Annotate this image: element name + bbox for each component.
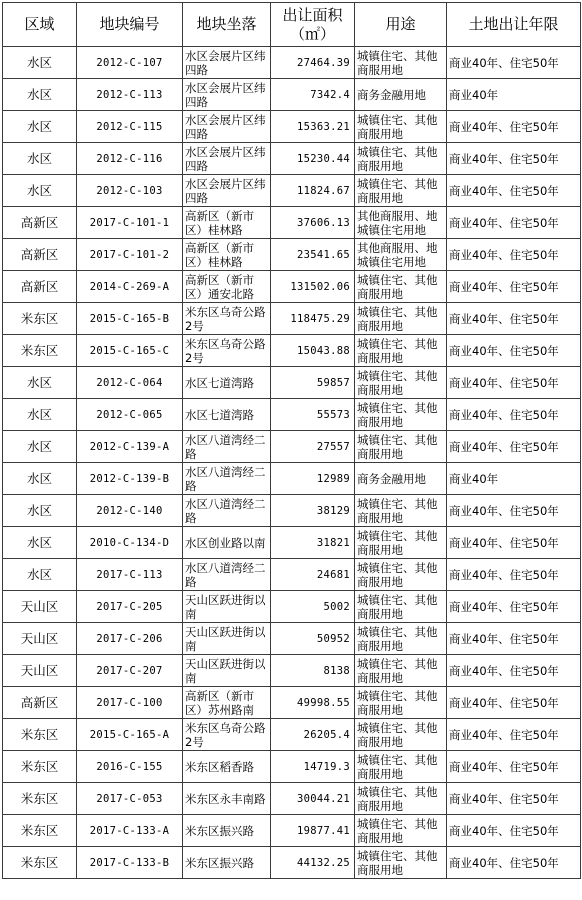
cell-location: 水区会展片区纬四路 [183,79,271,111]
cell-plot-code: 2012-C-139-A [77,431,183,463]
cell-use: 城镇住宅、其他商服用地 [355,687,447,719]
cell-location: 米东区稻香路 [183,751,271,783]
header-use: 用途 [355,3,447,47]
cell-plot-code: 2012-C-064 [77,367,183,399]
cell-district: 米东区 [3,335,77,367]
cell-term: 商业40年、住宅50年 [447,559,581,591]
table-row [3,47,581,79]
cell-plot-code: 2012-C-140 [77,495,183,527]
cell-plot-code: 2016-C-155 [77,751,183,783]
cell-term: 商业40年、住宅50年 [447,751,581,783]
cell-district: 水区 [3,399,77,431]
cell-area: 59857 [271,367,355,399]
cell-term: 商业40年、住宅50年 [447,591,581,623]
table-row [3,719,581,751]
cell-district: 米东区 [3,815,77,847]
cell-location: 水区创业路以南 [183,527,271,559]
table-row [3,463,581,495]
table-row [3,815,581,847]
cell-term: 商业40年、住宅50年 [447,783,581,815]
cell-area: 50952 [271,623,355,655]
cell-use: 城镇住宅、其他商服用地 [355,47,447,79]
cell-location: 高新区（新市区）通安北路 [183,271,271,303]
cell-use: 商务金融用地 [355,463,447,495]
cell-use: 城镇住宅、其他商服用地 [355,335,447,367]
cell-plot-code: 2017-C-100 [77,687,183,719]
cell-use: 城镇住宅、其他商服用地 [355,495,447,527]
cell-use: 城镇住宅、其他商服用地 [355,751,447,783]
cell-plot-code: 2017-C-206 [77,623,183,655]
cell-district: 米东区 [3,783,77,815]
land-transfer-table [2,2,581,879]
cell-district: 高新区 [3,239,77,271]
cell-district: 水区 [3,143,77,175]
cell-district: 米东区 [3,847,77,879]
cell-district: 天山区 [3,655,77,687]
cell-term: 商业40年、住宅50年 [447,143,581,175]
cell-term: 商业40年、住宅50年 [447,271,581,303]
cell-term: 商业40年、住宅50年 [447,335,581,367]
cell-plot-code: 2012-C-116 [77,143,183,175]
cell-area: 5002 [271,591,355,623]
cell-location: 米东区振兴路 [183,847,271,879]
table-row [3,655,581,687]
cell-district: 高新区 [3,687,77,719]
cell-term: 商业40年、住宅50年 [447,111,581,143]
table-row [3,559,581,591]
table-row [3,335,581,367]
cell-term: 商业40年 [447,463,581,495]
header-row [3,3,581,47]
header-district: 区域 [3,3,77,47]
cell-location: 高新区（新市区）桂林路 [183,239,271,271]
cell-area: 31821 [271,527,355,559]
cell-use: 城镇住宅、其他商服用地 [355,271,447,303]
cell-location: 水区七道湾路 [183,399,271,431]
cell-use: 城镇住宅、其他商服用地 [355,655,447,687]
cell-district: 水区 [3,463,77,495]
cell-district: 米东区 [3,751,77,783]
cell-district: 米东区 [3,719,77,751]
table-row [3,175,581,207]
table-row [3,303,581,335]
cell-area: 14719.3 [271,751,355,783]
table-row [3,591,581,623]
table-body [3,47,581,879]
cell-location: 水区会展片区纬四路 [183,143,271,175]
header-area: 出让面积（㎡） [271,3,355,47]
cell-plot-code: 2012-C-103 [77,175,183,207]
cell-location: 水区八道湾经二路 [183,431,271,463]
cell-location: 天山区跃进街以南 [183,623,271,655]
cell-term: 商业40年、住宅50年 [447,687,581,719]
cell-term: 商业40年、住宅50年 [447,303,581,335]
table-row [3,367,581,399]
cell-plot-code: 2012-C-113 [77,79,183,111]
cell-location: 天山区跃进街以南 [183,591,271,623]
cell-district: 水区 [3,175,77,207]
table-row [3,143,581,175]
cell-use: 城镇住宅、其他商服用地 [355,623,447,655]
cell-plot-code: 2010-C-134-D [77,527,183,559]
cell-plot-code: 2015-C-165-A [77,719,183,751]
cell-district: 天山区 [3,591,77,623]
table-row [3,431,581,463]
cell-plot-code: 2012-C-107 [77,47,183,79]
cell-location: 米东区永丰南路 [183,783,271,815]
table-row [3,623,581,655]
cell-plot-code: 2017-C-101-1 [77,207,183,239]
cell-area: 118475.29 [271,303,355,335]
table-row [3,527,581,559]
cell-location: 水区八道湾经二路 [183,495,271,527]
table-row [3,79,581,111]
cell-location: 水区八道湾经二路 [183,463,271,495]
cell-district: 高新区 [3,207,77,239]
cell-area: 27464.39 [271,47,355,79]
cell-term: 商业40年、住宅50年 [447,47,581,79]
cell-area: 15363.21 [271,111,355,143]
cell-use: 城镇住宅、其他商服用地 [355,783,447,815]
cell-location: 高新区（新市区）苏州路南 [183,687,271,719]
cell-plot-code: 2012-C-139-B [77,463,183,495]
cell-term: 商业40年、住宅50年 [447,815,581,847]
table-row [3,847,581,879]
cell-district: 水区 [3,111,77,143]
cell-use: 城镇住宅、其他商服用地 [355,815,447,847]
cell-location: 高新区（新市区）桂林路 [183,207,271,239]
cell-district: 水区 [3,79,77,111]
cell-area: 44132.25 [271,847,355,879]
table-row [3,399,581,431]
cell-location: 水区八道湾经二路 [183,559,271,591]
header-plot-code: 地块编号 [77,3,183,47]
cell-area: 37606.13 [271,207,355,239]
cell-term: 商业40年、住宅50年 [447,527,581,559]
cell-term: 商业40年、住宅50年 [447,239,581,271]
cell-term: 商业40年 [447,79,581,111]
cell-term: 商业40年、住宅50年 [447,399,581,431]
cell-plot-code: 2015-C-165-B [77,303,183,335]
cell-plot-code: 2015-C-165-C [77,335,183,367]
cell-plot-code: 2017-C-101-2 [77,239,183,271]
cell-plot-code: 2017-C-133-B [77,847,183,879]
cell-area: 8138 [271,655,355,687]
cell-term: 商业40年、住宅50年 [447,367,581,399]
cell-use: 城镇住宅、其他商服用地 [355,719,447,751]
cell-use: 城镇住宅、其他商服用地 [355,143,447,175]
cell-location: 天山区跃进街以南 [183,655,271,687]
cell-district: 水区 [3,559,77,591]
cell-district: 水区 [3,527,77,559]
cell-term: 商业40年、住宅50年 [447,623,581,655]
cell-plot-code: 2017-C-207 [77,655,183,687]
table-row [3,239,581,271]
cell-plot-code: 2017-C-205 [77,591,183,623]
cell-area: 131502.06 [271,271,355,303]
cell-location: 米东区乌奇公路2号 [183,303,271,335]
cell-area: 30044.21 [271,783,355,815]
cell-term: 商业40年、住宅50年 [447,655,581,687]
cell-district: 水区 [3,47,77,79]
cell-area: 12989 [271,463,355,495]
cell-location: 水区会展片区纬四路 [183,175,271,207]
cell-term: 商业40年、住宅50年 [447,847,581,879]
cell-area: 7342.4 [271,79,355,111]
cell-district: 高新区 [3,271,77,303]
cell-area: 19877.41 [271,815,355,847]
cell-plot-code: 2017-C-113 [77,559,183,591]
cell-district: 天山区 [3,623,77,655]
cell-use: 商务金融用地 [355,79,447,111]
cell-use: 城镇住宅、其他商服用地 [355,527,447,559]
cell-use: 城镇住宅、其他商服用地 [355,175,447,207]
table-row [3,111,581,143]
cell-area: 23541.65 [271,239,355,271]
cell-area: 26205.4 [271,719,355,751]
cell-location: 米东区振兴路 [183,815,271,847]
cell-location: 水区会展片区纬四路 [183,111,271,143]
cell-location: 水区七道湾路 [183,367,271,399]
cell-plot-code: 2017-C-053 [77,783,183,815]
cell-district: 水区 [3,431,77,463]
cell-area: 15043.88 [271,335,355,367]
cell-area: 24681 [271,559,355,591]
cell-use: 城镇住宅、其他商服用地 [355,367,447,399]
table-row [3,687,581,719]
cell-use: 城镇住宅、其他商服用地 [355,303,447,335]
cell-district: 水区 [3,367,77,399]
cell-use: 城镇住宅、其他商服用地 [355,559,447,591]
cell-term: 商业40年、住宅50年 [447,431,581,463]
cell-location: 水区会展片区纬四路 [183,47,271,79]
cell-plot-code: 2017-C-133-A [77,815,183,847]
cell-term: 商业40年、住宅50年 [447,495,581,527]
table-row [3,495,581,527]
cell-plot-code: 2012-C-115 [77,111,183,143]
cell-use: 其他商服用、地城镇住宅用地 [355,207,447,239]
cell-location: 米东区乌奇公路2号 [183,335,271,367]
table-row [3,751,581,783]
cell-area: 55573 [271,399,355,431]
cell-use: 其他商服用、地城镇住宅用地 [355,239,447,271]
cell-district: 水区 [3,495,77,527]
cell-term: 商业40年、住宅50年 [447,719,581,751]
table-row [3,207,581,239]
cell-district: 米东区 [3,303,77,335]
cell-area: 11824.67 [271,175,355,207]
header-location: 地块坐落 [183,3,271,47]
cell-term: 商业40年、住宅50年 [447,207,581,239]
cell-use: 城镇住宅、其他商服用地 [355,847,447,879]
cell-plot-code: 2012-C-065 [77,399,183,431]
cell-area: 15230.44 [271,143,355,175]
cell-use: 城镇住宅、其他商服用地 [355,111,447,143]
cell-use: 城镇住宅、其他商服用地 [355,591,447,623]
cell-location: 米东区乌奇公路2号 [183,719,271,751]
header-term: 土地出让年限 [447,3,581,47]
table-header [3,3,581,47]
cell-area: 49998.55 [271,687,355,719]
table-row [3,783,581,815]
cell-use: 城镇住宅、其他商服用地 [355,399,447,431]
table-row [3,271,581,303]
cell-area: 27557 [271,431,355,463]
cell-area: 38129 [271,495,355,527]
cell-plot-code: 2014-C-269-A [77,271,183,303]
cell-term: 商业40年、住宅50年 [447,175,581,207]
cell-use: 城镇住宅、其他商服用地 [355,431,447,463]
